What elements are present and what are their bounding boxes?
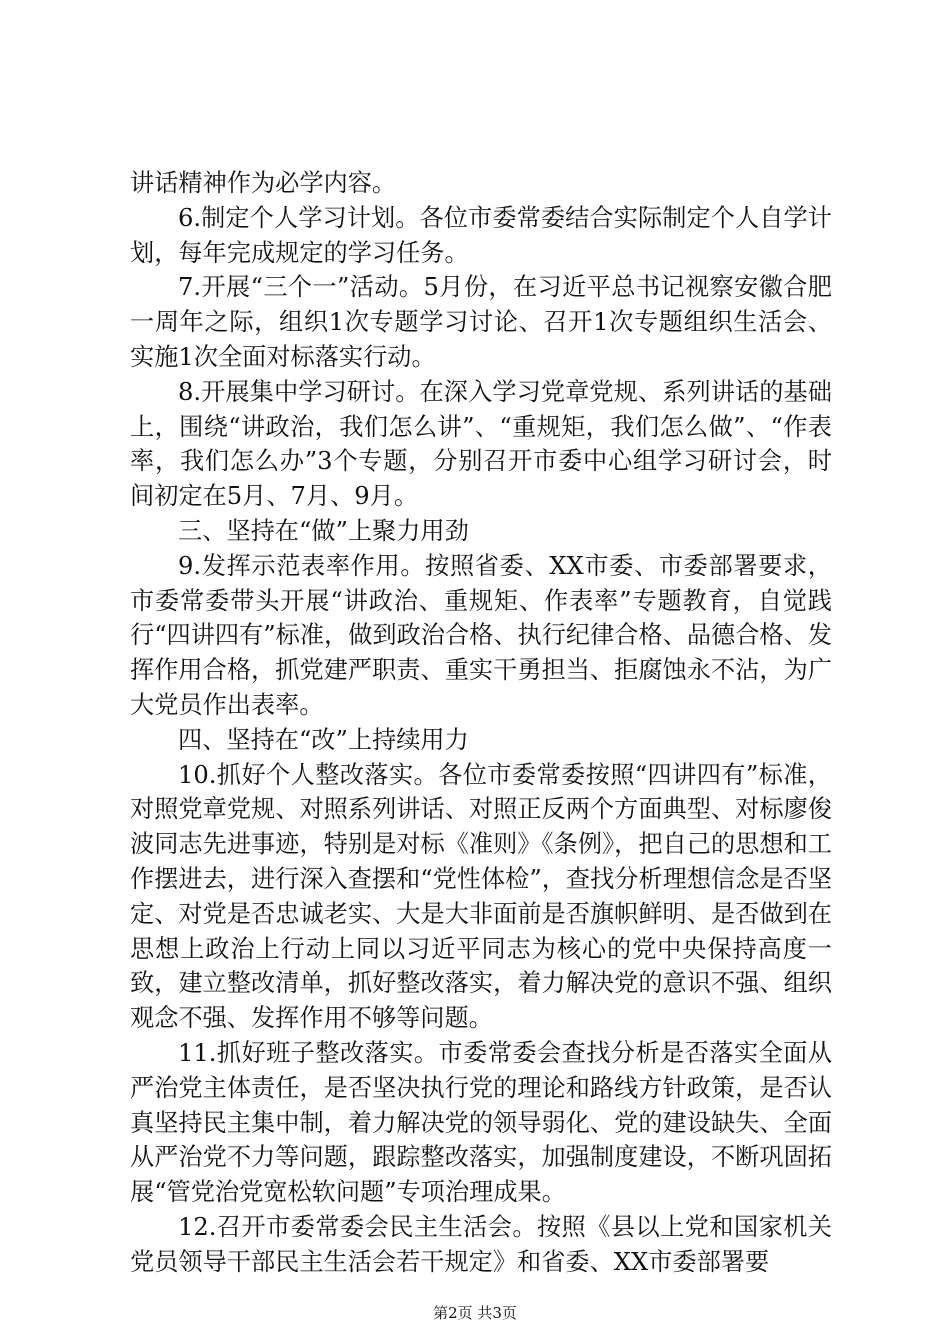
paragraph-item-8: 8.开展集中学习研讨。在深入学习党章党规、系列讲话的基础上，围绕“讲政治，我们怎么讲”、“重规矩，我们怎么做”、“作表率，我们怎么办”3个专题，分别召开市委中心组学习研讨会，时间初定在5月、7月、9月。 [130, 377, 832, 511]
paragraph-item-7: 7.开展“三个一”活动。5月份，在习近平总书记视察安徽合肥一周年之际，组织1次专题学习讨论、召开1次专题组织生活会、实施1次全面对标落实行动。 [130, 273, 832, 371]
paragraph-item-9: 9.发挥示范表率作用。按照省委、XX市委、市委部署要求，市委常委带头开展“讲政治、重规矩、作表率”专题教育，自觉践行“四讲四有”标准，做到政治合格、执行纪律合格、品德合格、发挥作用合格，抓党建严职责、重实干勇担当、拒腐蚀永不沾，为广大党员作出表率。 [130, 551, 832, 719]
page-footer [0, 1304, 950, 1322]
paragraph-item-10: 10.抓好个人整改落实。各位市委常委按照“四讲四有”标准，对照党章党规、对照系列讲话、对照正反两个方面典型、对标廖俊波同志先进事迹，特别是对标《准则》《条例》，把自己的思想和工作摆进去，进行深入查摆和“党性体检”，查找分析理想信念是否坚定、对党是否忠诚老实、大是大非面前是否旗帜鲜明、是否做到在思想上政治上行动上同以习近平同志为核心的党中央保持高度一致，建立整改清单，抓好整改落实，着力解决党的意识不强、组织观念不强、发挥作用不够等问题。 [130, 760, 832, 1033]
document-body [130, 166, 832, 1280]
paragraph-item-6: 6.制定个人学习计划。各位市委常委结合实际制定个人自学计划，每年完成规定的学习任务。 [130, 203, 832, 267]
section-heading-3: 三、坚持在“做”上聚力用劲 [178, 516, 469, 545]
paragraph-item-12: 12.召开市委常委会民主生活会。按照《县以上党和国家机关党员领导干部民主生活会若干规定》和省委、XX市委部署要 [130, 1212, 832, 1276]
section-heading-4: 四、坚持在“改”上持续用力 [178, 725, 469, 754]
paragraph-continuation: 讲话精神作为必学内容。 [130, 169, 397, 197]
page-number-label: 第2页 共3页 [433, 1304, 517, 1322]
paragraph-item-11: 11.抓好班子整改落实。市委常委会查找分析是否落实全面从严治党主体责任，是否坚决执行党的理论和路线方针政策，是否认真坚持民主集中制，着力解决党的领导弱化、党的建设缺失、全面从严治党不力等问题，跟踪整改落实，加强制度建设，不断巩固拓展“管党治党宽松软问题”专项治理成果。 [130, 1038, 832, 1207]
